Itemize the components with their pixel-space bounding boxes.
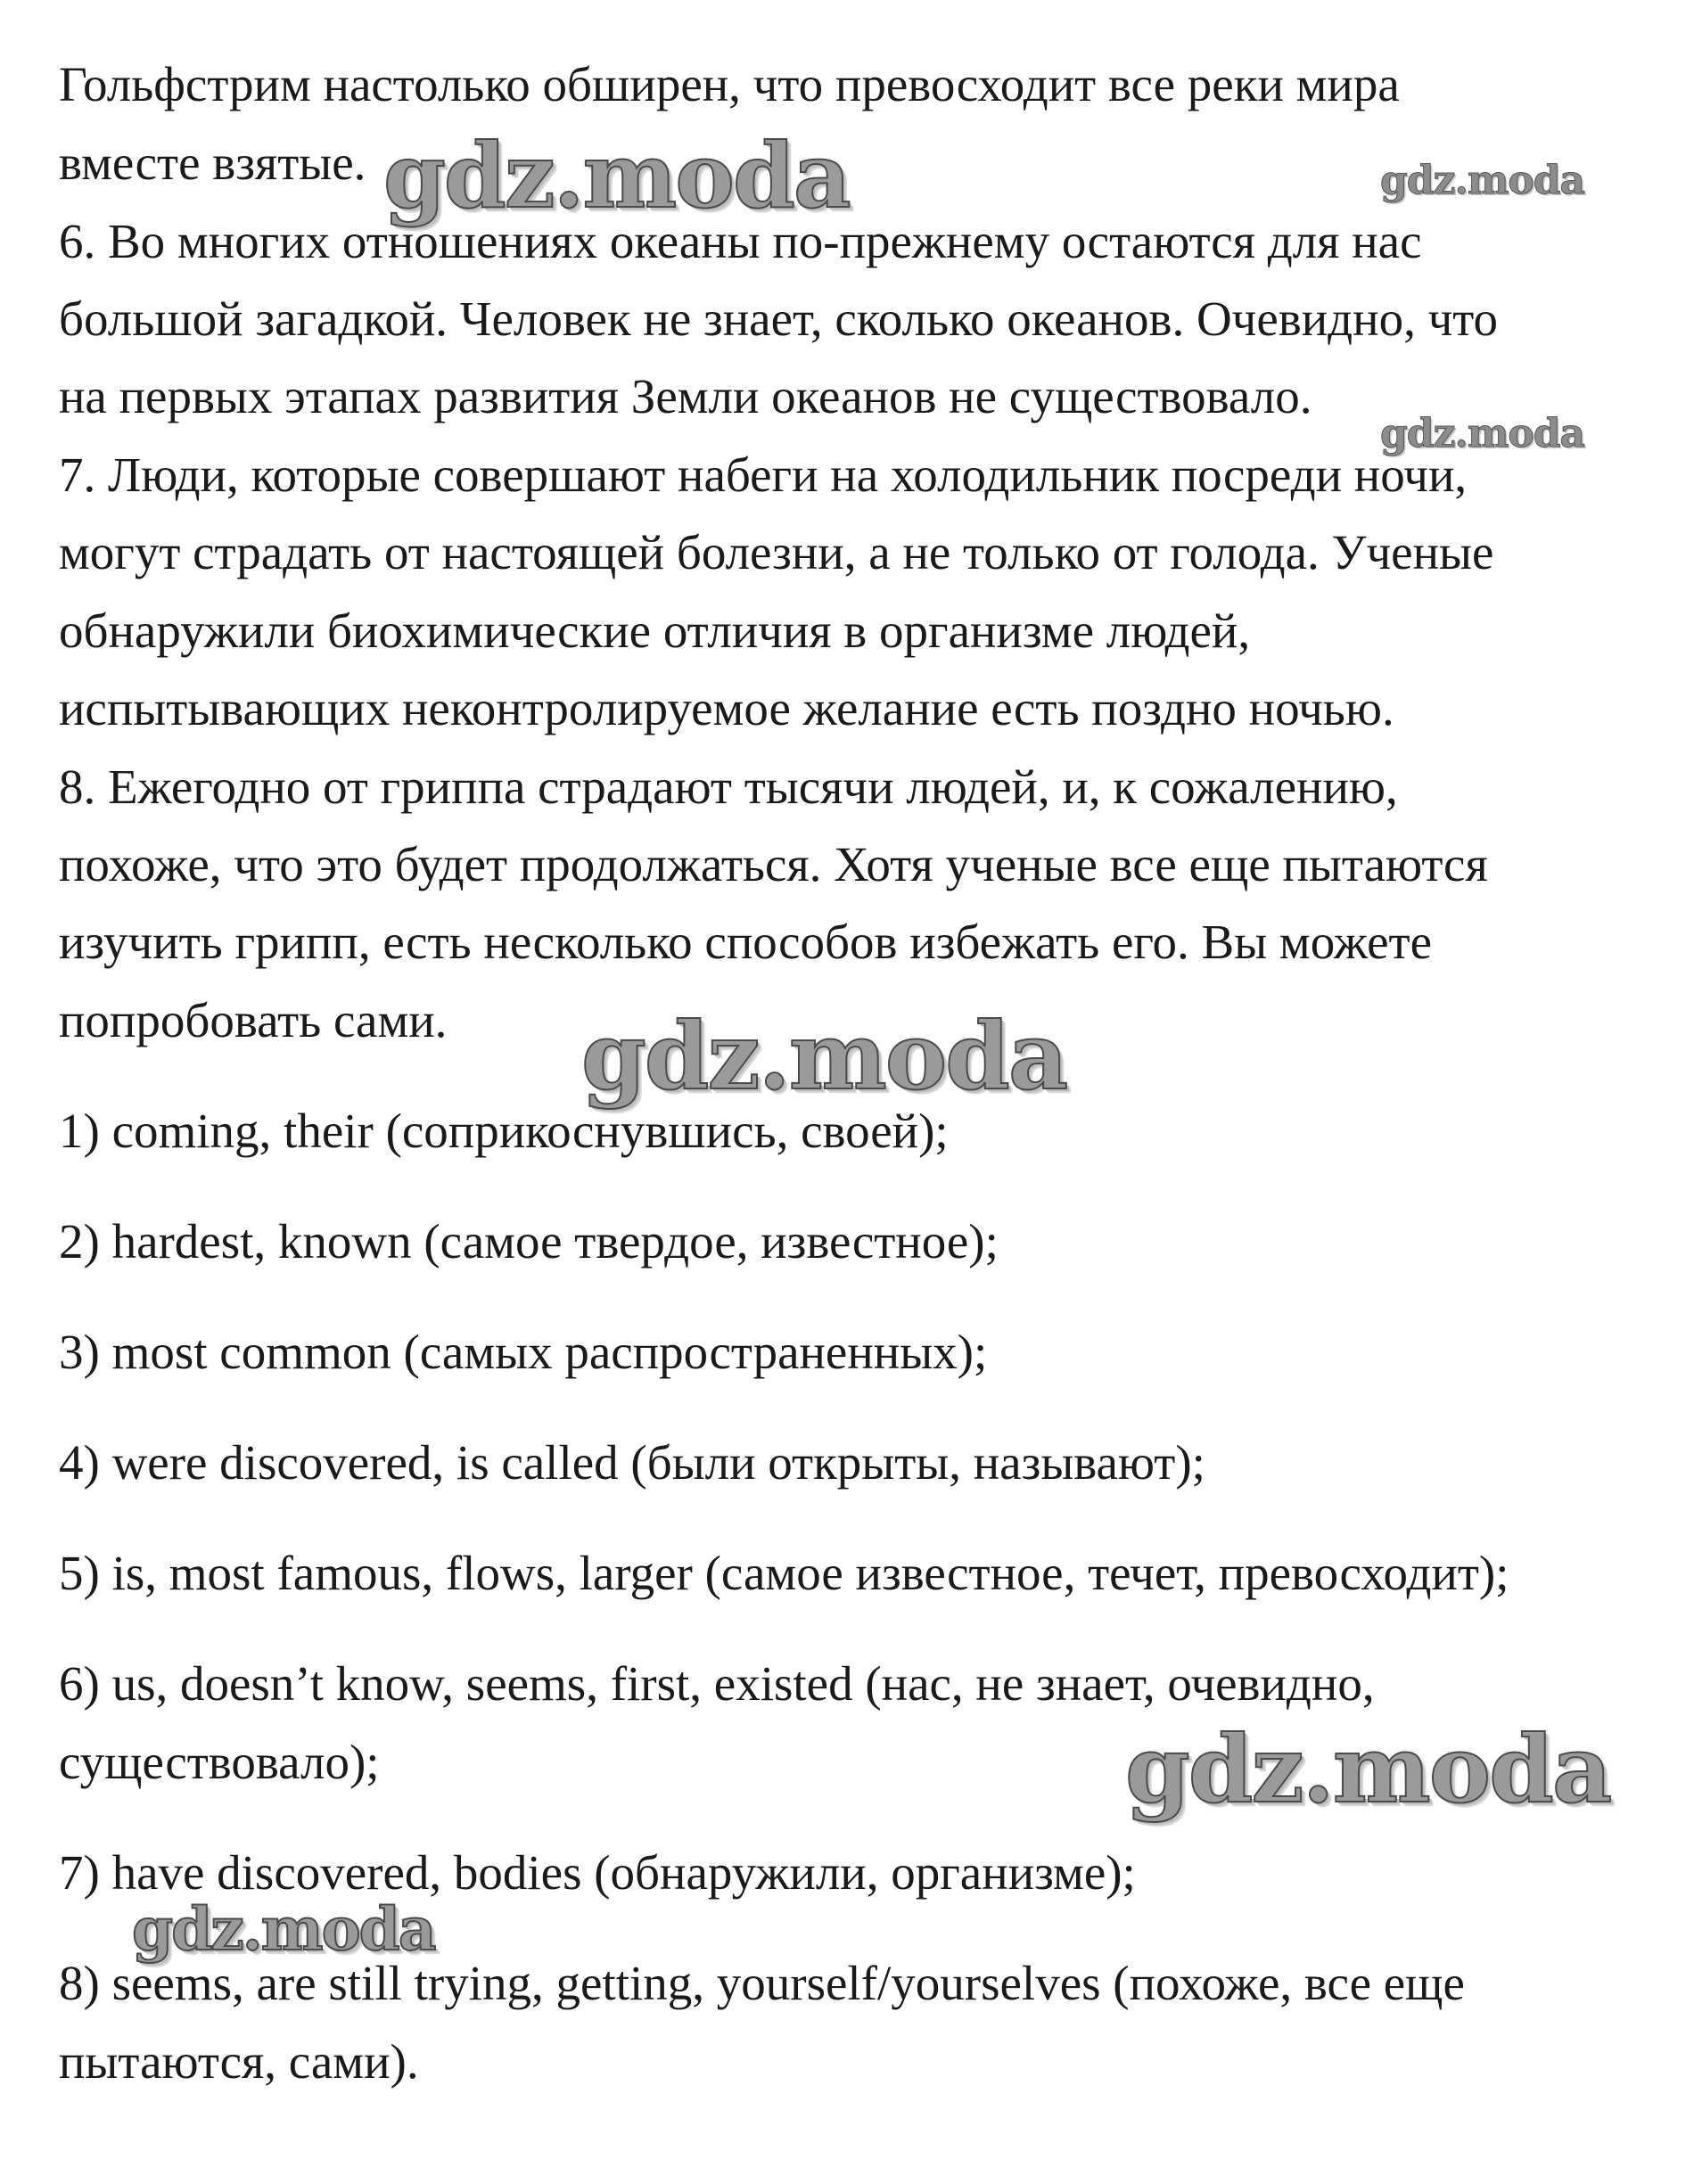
answer-item-1: 1) coming, their (соприкоснувшись, своей); (59, 1104, 949, 1158)
answer-item-6: 6) us, doesn’t know, seems, first, existed (нас, не знает, очевидно, (59, 1656, 1375, 1711)
watermark-logo: gdz.moda (581, 1001, 1067, 1111)
answer-item-6-cont: существовало); (59, 1735, 380, 1789)
watermark-logo: gdz.moda (1380, 411, 1585, 456)
text-line: большой загадкой. Человек не знает, сколько океанов. Очевидно, что (59, 291, 1499, 346)
text-line: испытывающих неконтролируемое желание есть поздно ночью. (59, 681, 1394, 735)
answer-item-5: 5) is, most famous, flows, larger (самое известное, течет, превосходит); (59, 1546, 1509, 1600)
watermark-logo: gdz.moda (132, 1894, 435, 1964)
text-line: обнаружили биохимические отличия в организме людей, (59, 603, 1251, 658)
watermark-logo: gdz.moda (1125, 1714, 1611, 1824)
text-line: 8. Ежегодно от гриппа страдают тысячи людей, и, к сожалению, (59, 759, 1398, 814)
text-line: могут страдать от настоящей болезни, а не только от голода. Ученые (59, 525, 1494, 579)
text-line: вместе взятые. (59, 135, 366, 190)
text-line: на первых этапах развития Земли океанов не существовало. (59, 369, 1312, 423)
watermark-logo: gdz.moda (383, 123, 850, 228)
answer-item-2: 2) hardest, known (самое твердое, известное); (59, 1214, 999, 1269)
text-line: 6. Во многих отношениях океаны по-прежнему остаются для нас (59, 214, 1422, 268)
answer-item-7: 7) have discovered, bodies (обнаружили, организме); (59, 1845, 1136, 1900)
text-line: изучить грипп, есть несколько способов избежать его. Вы можете (59, 915, 1432, 969)
text-line: 7. Люди, которые совершают набеги на холодильник посреди ночи, (59, 447, 1468, 502)
watermark-logo: gdz.moda (1380, 158, 1585, 203)
answer-item-8: 8) seems, are still trying, getting, yourself/yourselves (похоже, все еще (59, 1956, 1465, 2010)
text-line: Гольфстрим настолько обширен, что превосходит все реки мира (59, 57, 1400, 111)
answer-item-4: 4) were discovered, is called (были открыты, называют); (59, 1435, 1205, 1490)
answer-item-8-cont: пытаются, сами). (59, 2034, 419, 2089)
answer-item-3: 3) most common (самых распространенных); (59, 1325, 988, 1379)
text-line: попробовать сами. (59, 993, 448, 1047)
text-line: похоже, что это будет продолжаться. Хотя ученые все еще пытаются (59, 837, 1488, 891)
